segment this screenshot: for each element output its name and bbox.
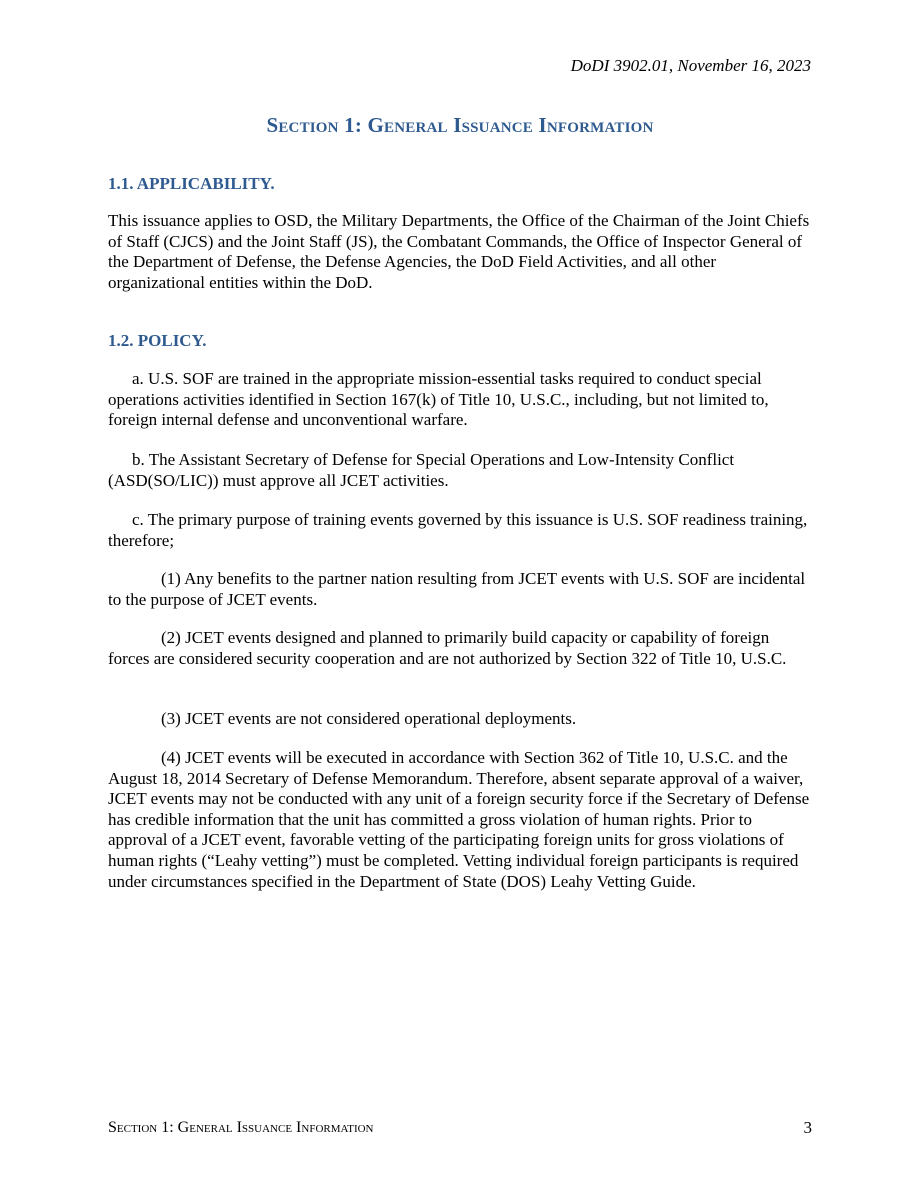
policy-subitem-4: (4) JCET events will be executed in accordance with Section 362 of Title 10, U.S.C. and the August 18, 2014 Secretary of Defense Memorandum. Therefore, absent separate approval of a waiver, JCET events may not be conducted with any unit of a foreign security force if the Secretary of Defense has credible information that the unit has committed a gross violation of human rights. Prior to approval of a JCET event, favorable vetting of the participating foreign units for gross violations of human rights (“Leahy vetting”) must be completed. Vetting individual foreign participants is required under circumstances specified in the Department of State (DOS) Leahy Vetting Guide. [108,748,810,891]
policy-item-b-block [108,450,814,491]
page-number: 3 [803,1118,812,1137]
policy-item-a: a. U.S. SOF are trained in the appropriate mission-essential tasks required to conduct special operations activities identified in Section 167(k) of Title 10, U.S.C., including, but not limited to, foreign internal defense and unconventional warfare. [108,369,769,430]
policy-subitem-3: (3) JCET events are not considered operational deployments. [161,709,577,728]
policy-section [108,330,814,352]
applicability-paragraph: This issuance applies to OSD, the Military Departments, the Office of the Chairman of the Joint Chiefs of Staff (CJCS) and the Joint Staff (JS), the Combatant Commands, the Office of Inspector General of the Department of Defense, the Defense Agencies, the DoD Field Activities, and all other organizational entities within the DoD. [108,211,810,292]
section-title: Section 1: General Issuance Information [266,113,654,137]
document-reference: DoDI 3902.01, November 16, 2023 [570,56,811,75]
policy-item-b: b. The Assistant Secretary of Defense for Special Operations and Low-Intensity Conflict (ASD(SO/LIC)) must approve all JCET activities. [108,450,735,490]
policy-subitem-4-block [108,748,814,892]
applicability-heading: 1.1. APPLICABILITY. [108,174,275,193]
policy-subitem-2-block [108,628,814,669]
policy-heading: 1.2. POLICY. [108,331,207,350]
policy-subitem-3-block [108,709,814,730]
policy-item-c: c. The primary purpose of training events governed by this issuance is U.S. SOF readiness training, therefore; [108,510,808,550]
policy-subitem-2: (2) JCET events designed and planned to primarily build capacity or capability of foreign forces are considered security cooperation and are not authorized by Section 322 of Title 10, U.S.C. [108,628,787,668]
applicability-block [108,211,814,293]
page-footer [108,1118,812,1138]
footer-section-label: Section 1: General Issuance Information [108,1119,374,1136]
policy-subitem-1: (1) Any benefits to the partner nation resulting from JCET events with U.S. SOF are incidental to the purpose of JCET events. [108,569,806,609]
policy-subitem-1-block [108,569,814,610]
policy-item-c-block [108,510,814,551]
applicability-section [108,173,814,195]
policy-item-a-block [108,369,814,431]
